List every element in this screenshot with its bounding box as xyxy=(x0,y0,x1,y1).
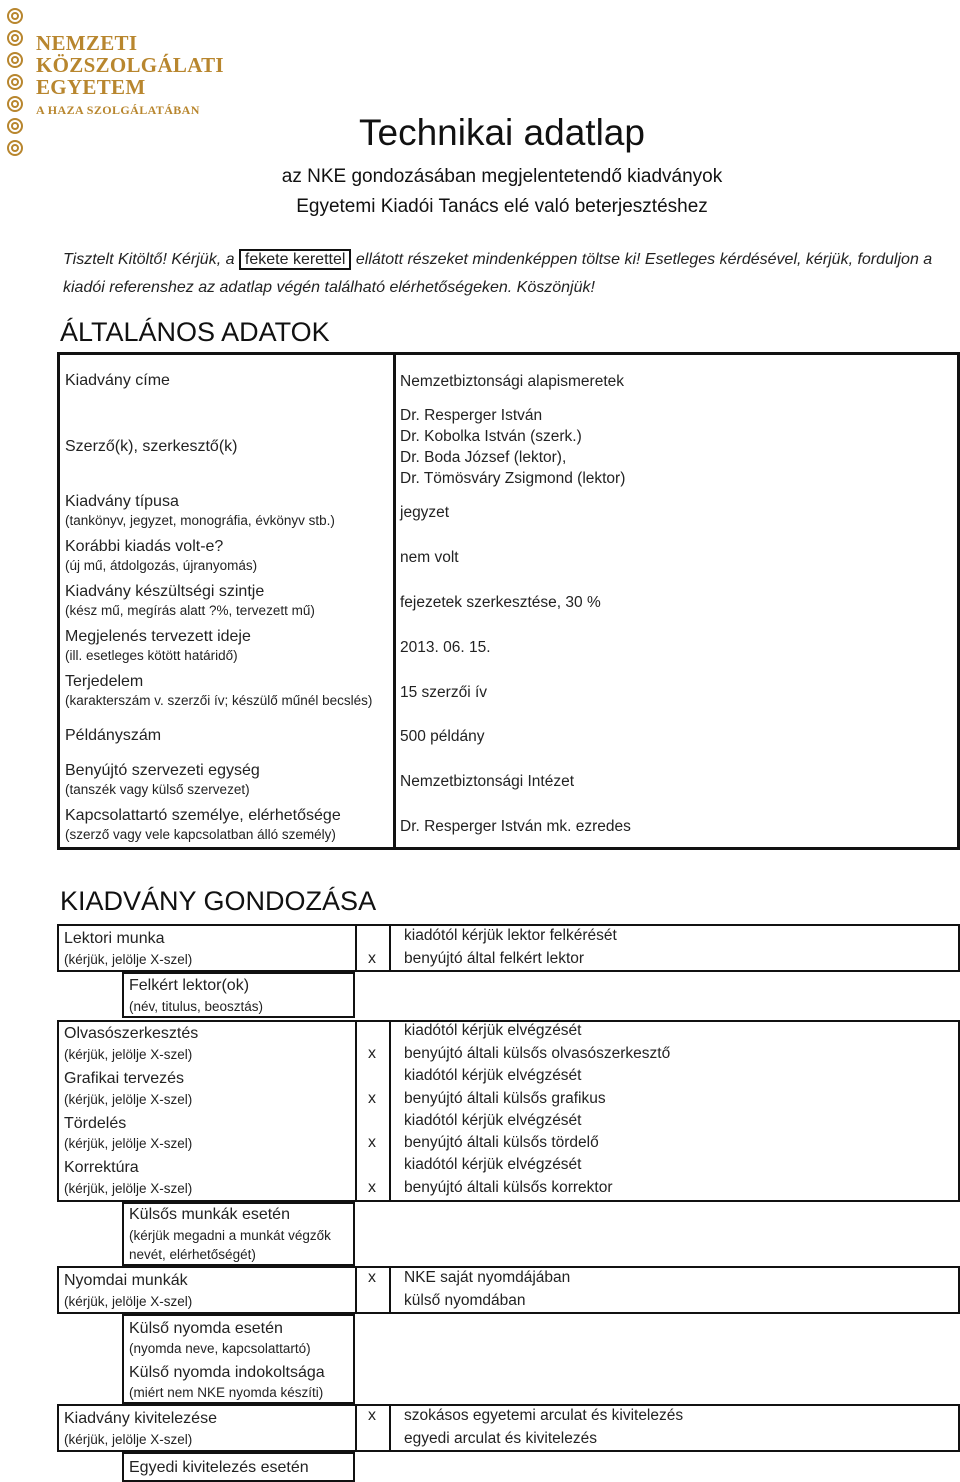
lektor-note: (kérjük, jelölje X-szel) xyxy=(64,952,193,967)
korrektura-label: Korrektúra xyxy=(64,1159,139,1176)
olvaso-option-1[interactable]: kiadótól kérjük elvégzését xyxy=(404,1022,582,1039)
general-section-heading: ÁLTALÁNOS ADATOK xyxy=(60,317,330,347)
title-label: Kiadvány címe xyxy=(65,372,170,389)
unit-value[interactable]: Nemzetbiztonsági Intézet xyxy=(400,773,575,790)
lektor-x-mark[interactable]: x xyxy=(368,950,376,967)
lektor-option-2[interactable]: benyújtó által felkért lektor xyxy=(404,950,585,967)
indokoltsag-label: Külső nyomda indokoltsága xyxy=(129,1364,325,1381)
nyomdai-option-1[interactable]: NKE saját nyomdájában xyxy=(404,1269,571,1286)
column-divider xyxy=(393,355,396,847)
kulsos-note-1: (kérjük megadni a munkát végzők xyxy=(129,1228,331,1243)
lektor-option-1[interactable]: kiadótól kérjük lektor felkérését xyxy=(404,927,617,944)
olvaso-note: (kérjük, jelölje X-szel) xyxy=(64,1047,193,1062)
kulso-nyomda-label: Külső nyomda esetén xyxy=(129,1320,283,1337)
grafika-x-mark[interactable]: x xyxy=(368,1090,376,1107)
logo-wordmark xyxy=(36,32,224,120)
kivitelezes-note: (kérjük, jelölje X-szel) xyxy=(64,1432,193,1447)
page-subtitle-2: Egyetemi Kiadói Tanács elé való beterjesztéshez xyxy=(296,196,708,217)
page-subtitle-1: az NKE gondozásában megjelentetendő kiadványok xyxy=(281,166,723,187)
grafika-note: (kérjük, jelölje X-szel) xyxy=(64,1092,193,1107)
unit-label: Benyújtó szervezeti egység (tanszék vagy külső szervezet) xyxy=(65,762,260,797)
olvaso-label: Olvasószerkesztés xyxy=(64,1025,199,1042)
felkert-lektor-note: (név, titulus, beosztás) xyxy=(129,999,264,1014)
indokoltsag-note: (miért nem NKE nyomda készíti) xyxy=(129,1385,324,1400)
tordeles-option-2[interactable]: benyújtó általi külsős tördelő xyxy=(404,1134,599,1151)
grafika-label: Grafikai tervezés xyxy=(64,1070,185,1087)
kivitelezes-option-1[interactable]: szokásos egyetemi arculat és kivitelezés xyxy=(404,1407,684,1424)
tordeles-label: Tördelés xyxy=(64,1115,127,1132)
title-value[interactable]: Nemzetbiztonsági alapismeretek xyxy=(400,373,624,390)
contact-value[interactable]: Dr. Resperger István mk. ezredes xyxy=(400,818,631,835)
kulsos-label: Külsős munkák esetén xyxy=(129,1206,290,1223)
copies-value[interactable]: 500 példány xyxy=(400,728,485,745)
type-value[interactable]: jegyzet xyxy=(400,504,450,521)
felkert-lektor-label: Felkért lektor(ok) xyxy=(129,977,250,994)
release-date-label: Megjelenés tervezett ideje (ill. esetleges kötött határidő) xyxy=(65,628,251,663)
prior-edition-value[interactable]: nem volt xyxy=(400,549,459,566)
intro-boxed-word: fekete kerettel xyxy=(239,249,352,270)
logo-tagline: A HAZA SZOLGÁLATÁBAN xyxy=(36,103,200,117)
nyomdai-label: Nyomdai munkák xyxy=(64,1272,188,1289)
intro-after: ellátott részeket mindenképpen töltse ki! Esetleges kérdésével, kérjük, forduljon a kiadói referenshez az adatlap végén található elérhetőségeken. Köszönjük! xyxy=(63,251,933,296)
nyomdai-x-mark[interactable]: x xyxy=(368,1269,376,1286)
kivitelezes-x-mark[interactable]: x xyxy=(368,1407,376,1424)
intro-text xyxy=(63,246,953,302)
logo-line-1: NEMZETI xyxy=(36,31,138,55)
page-title: Technikai adatlap xyxy=(359,112,645,153)
egyedi-label: Egyedi kivitelezés esetén xyxy=(129,1459,309,1476)
korrektura-x-mark[interactable]: x xyxy=(368,1179,376,1196)
olvaso-x-mark[interactable]: x xyxy=(368,1045,376,1062)
tordeles-x-mark[interactable]: x xyxy=(368,1134,376,1151)
release-date-value[interactable]: 2013. 06. 15. xyxy=(400,639,491,656)
readiness-value[interactable]: fejezetek szerkesztése, 30 % xyxy=(400,594,601,611)
kulsos-note-2: nevét, elérhetőségét) xyxy=(129,1247,256,1262)
author-value[interactable]: Dr. Resperger István Dr. Kobolka István (szerk.) Dr. Boda József (lektor), Dr. Tömösváry Zsigmond (lektor) xyxy=(400,407,626,487)
lektor-label: Lektori munka xyxy=(64,930,165,947)
readiness-label: Kiadvány készültségi szintje (kész mű, megírás alatt ?%, tervezett mű) xyxy=(65,583,315,618)
author-label: Szerző(k), szerkesztő(k) xyxy=(65,438,238,455)
intro-before: Tisztelt Kitöltő! Kérjük, a xyxy=(63,251,239,268)
handling-section-heading: KIADVÁNY GONDOZÁSA xyxy=(60,886,377,916)
kulso-nyomda-note: (nyomda neve, kapcsolattartó) xyxy=(129,1341,311,1356)
logo-line-2: KÖZSZOLGÁLATI xyxy=(36,53,224,77)
general-data-box xyxy=(57,352,960,850)
copies-label: Példányszám xyxy=(65,727,162,744)
nyomdai-option-2[interactable]: külső nyomdában xyxy=(404,1292,526,1309)
tordeles-option-1[interactable]: kiadótól kérjük elvégzését xyxy=(404,1112,582,1129)
korrektura-option-1[interactable]: kiadótól kérjük elvégzését xyxy=(404,1156,582,1173)
tordeles-note: (kérjük, jelölje X-szel) xyxy=(64,1136,193,1151)
prior-edition-label: Korábbi kiadás volt-e? (új mű, átdolgozás, újranyomás) xyxy=(65,538,258,573)
extent-value[interactable]: 15 szerzői ív xyxy=(400,684,488,701)
grafika-option-2[interactable]: benyújtó általi külsős grafikus xyxy=(404,1090,606,1107)
kivitelezes-label: Kiadvány kivitelezése xyxy=(64,1410,217,1427)
extent-label: Terjedelem (karakterszám v. szerzői ív; készülő műnél becslés) xyxy=(65,673,373,708)
nyomdai-note: (kérjük, jelölje X-szel) xyxy=(64,1294,193,1309)
contact-label: Kapcsolattartó személye, elérhetősége (szerző vagy vele kapcsolatban álló személy) xyxy=(65,807,341,842)
logo-line-3: EGYETEM xyxy=(36,75,146,99)
korrektura-note: (kérjük, jelölje X-szel) xyxy=(64,1181,193,1196)
type-label: Kiadvány típusa (tankönyv, jegyzet, monográfia, évkönyv stb.) xyxy=(65,493,335,528)
kivitelezes-option-2[interactable]: egyedi arculat és kivitelezés xyxy=(404,1430,597,1447)
korrektura-option-2[interactable]: benyújtó általi külsős korrektor xyxy=(404,1179,613,1196)
olvaso-option-2[interactable]: benyújtó általi külsős olvasószerkesztő xyxy=(404,1045,671,1062)
grafika-option-1[interactable]: kiadótól kérjük elvégzését xyxy=(404,1067,582,1084)
